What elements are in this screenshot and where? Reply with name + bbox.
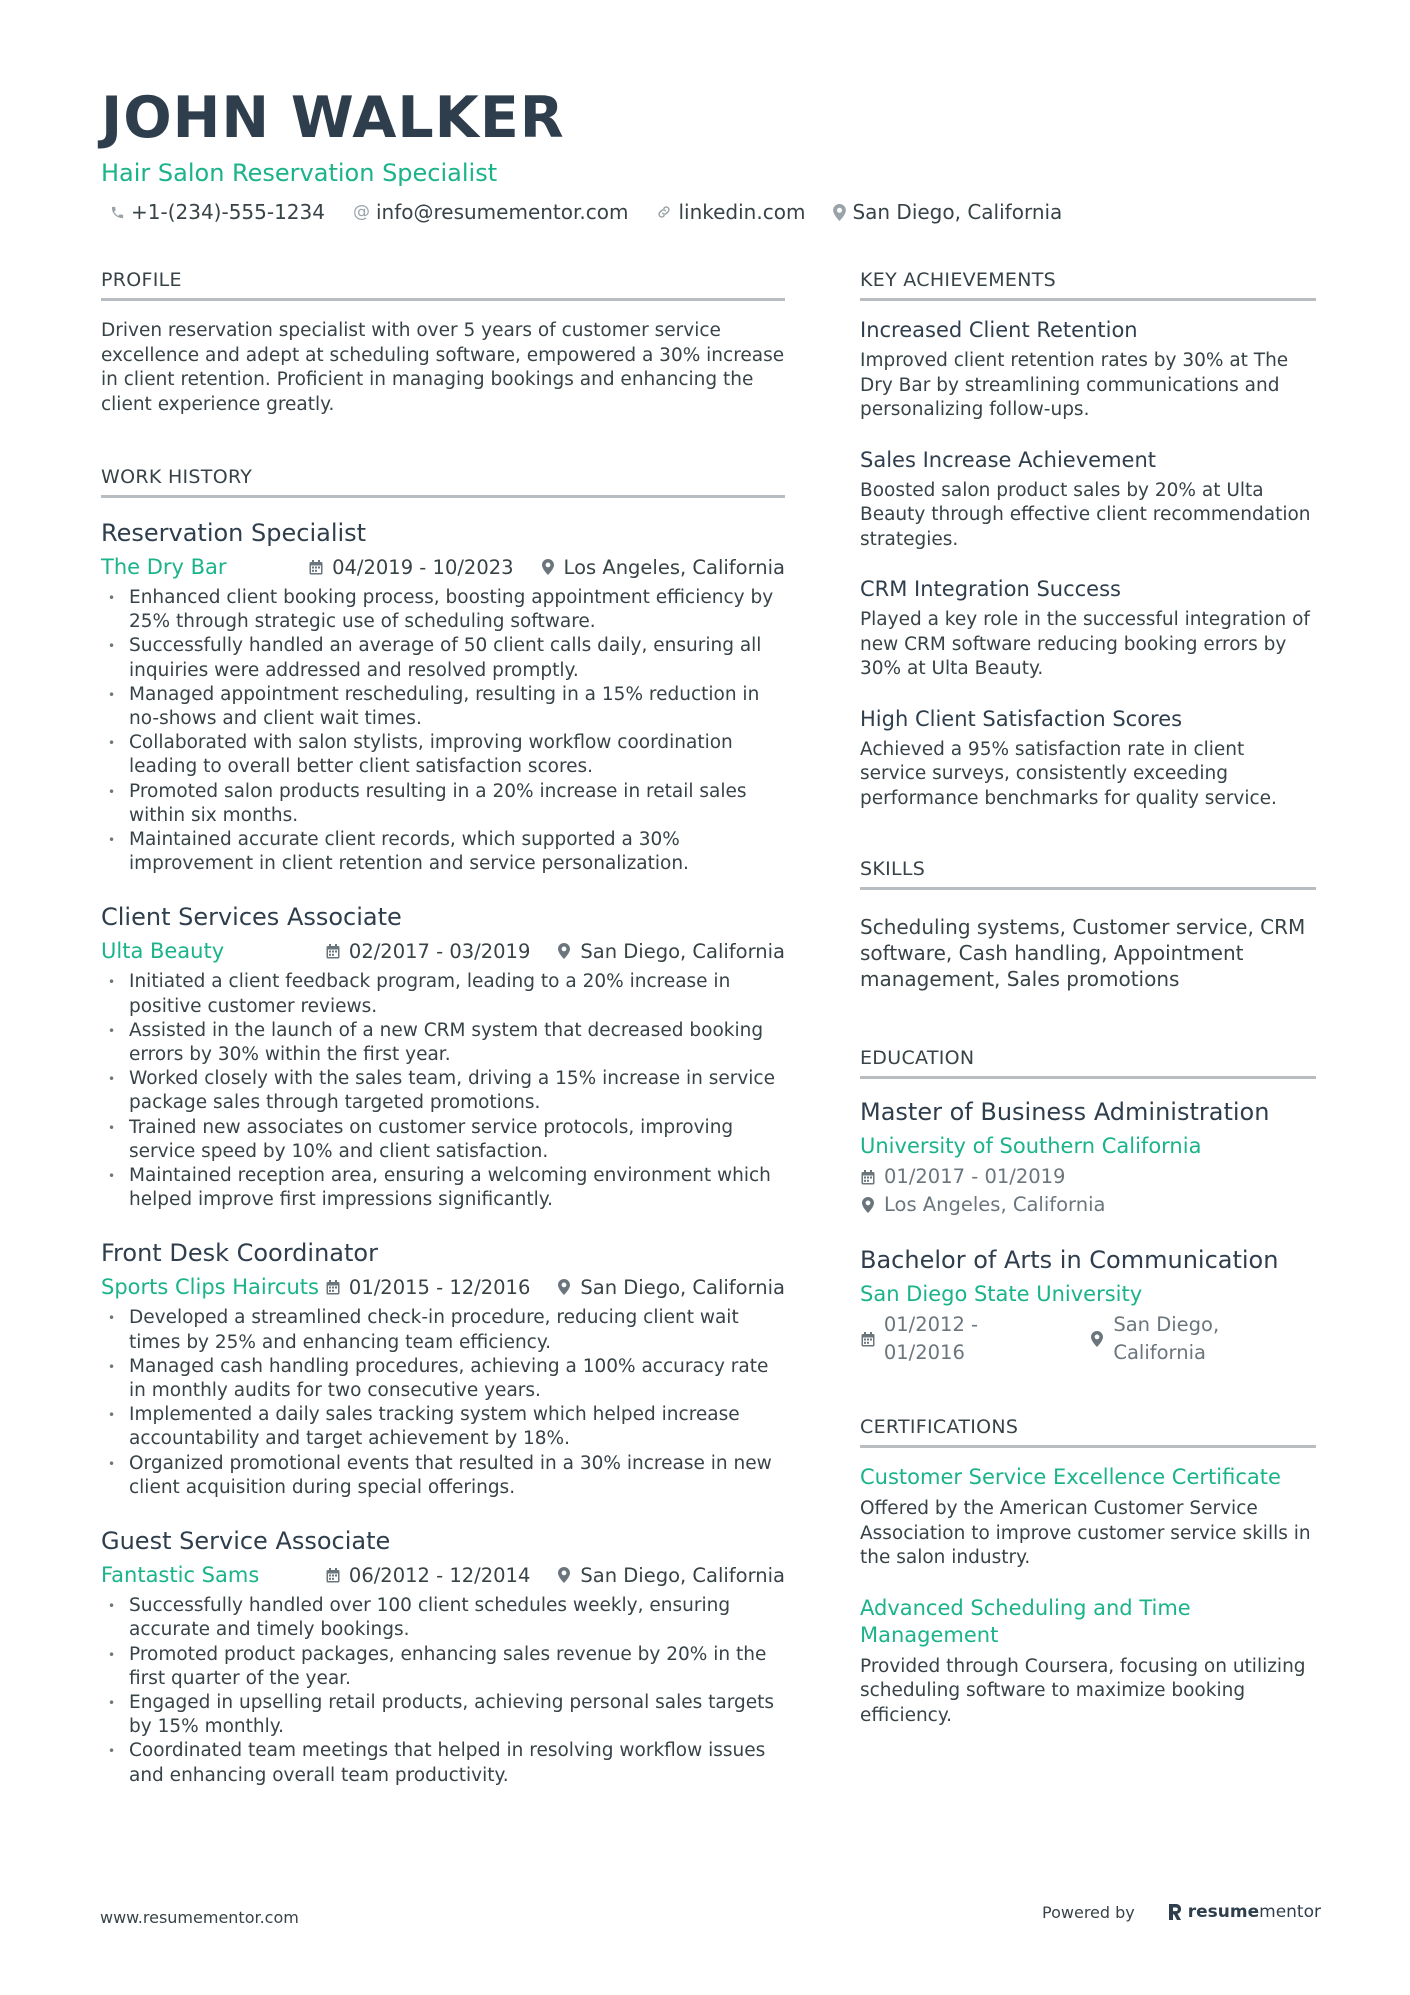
education-item: [860, 1243, 1316, 1367]
certification-item: [860, 1595, 1316, 1729]
education-degree: Bachelor of Arts in Communication: [860, 1246, 1279, 1274]
job-bullet: • Successfully handled an average of 50 client calls daily, ensuring all inquiries were addressed and resolved promptly.: [101, 634, 785, 682]
achievement-title: Sales Increase Achievement: [860, 447, 1156, 472]
job-dates: [325, 940, 530, 963]
calendar-icon: [860, 1169, 876, 1185]
email-link[interactable]: info@resumementor.com: [375, 200, 629, 224]
brand-word-resume: resume: [1187, 1902, 1260, 1922]
education-school: University of Southern California: [860, 1134, 1202, 1158]
job-bullets: [101, 1594, 785, 1788]
skills-heading: SKILLS: [860, 855, 1316, 890]
map-pin-icon: [556, 1567, 572, 1583]
education-location: [860, 1191, 1105, 1219]
certification-title: Advanced Scheduling and Time Management: [860, 1595, 1191, 1647]
job-bullets: [101, 1306, 785, 1500]
education-meta: [860, 1163, 1316, 1191]
job-dates: [325, 1276, 530, 1299]
job-bullet: • Promoted product packages, enhancing sales revenue by 20% in the first quarter of the year.: [101, 1643, 785, 1691]
education-dates-text: 01/2017 - 01/2019: [884, 1165, 1066, 1188]
map-pin-icon: [1090, 1331, 1106, 1347]
company-name: Ulta Beauty: [101, 939, 225, 964]
job-location: [556, 1564, 785, 1587]
contact-phone: [110, 200, 325, 224]
location-text: San Diego, California: [852, 200, 1063, 224]
achievement-item: [860, 704, 1316, 812]
calendar-icon: [325, 1567, 341, 1583]
education-meta: [860, 1191, 1316, 1219]
education-location-text: San Diego, California: [1113, 1313, 1220, 1364]
achievement-item: [860, 315, 1316, 423]
job-dates: [325, 1564, 530, 1587]
resume-header: [101, 84, 1321, 224]
education-degree: Master of Business Administration: [860, 1098, 1270, 1126]
job-bullet: • Implemented a daily sales tracking system which helped increase accountability and target achievement by 18%.: [101, 1403, 785, 1451]
job-bullet: • Developed a streamlined check-in procedure, reducing client wait times by 25% and enhancing team efficiency.: [101, 1306, 785, 1354]
map-pin-icon: [860, 1197, 876, 1213]
job-meta: [101, 1272, 785, 1302]
education-dates: [860, 1311, 1064, 1367]
calendar-icon: [325, 1279, 341, 1295]
job-bullet: • Enhanced client booking process, boosting appointment efficiency by 25% through strategic use of scheduling software.: [101, 586, 785, 634]
job-entry: [101, 1236, 785, 1500]
achievement-title: Increased Client Retention: [860, 318, 1138, 342]
job-dates-text: 01/2015 - 12/2016: [348, 1275, 531, 1299]
map-pin-icon: [556, 1279, 572, 1295]
map-pin-icon: [556, 943, 572, 959]
candidate-role: Hair Salon Reservation Specialist: [101, 159, 498, 187]
job-title: Reservation Specialist: [101, 519, 367, 547]
map-pin-icon: [540, 559, 556, 575]
job-title: Client Services Associate: [101, 903, 402, 932]
job-location: [556, 940, 785, 963]
job-location-text: San Diego, California: [580, 1275, 785, 1299]
achievement-item: [860, 574, 1316, 682]
achievement-item: [860, 445, 1316, 553]
certifications-heading: CERTIFICATIONS: [860, 1413, 1316, 1448]
work-history-heading: WORK HISTORY: [101, 463, 785, 498]
job-bullet: • Engaged in upselling retail products, achieving personal sales targets by 15% monthly.: [101, 1691, 785, 1739]
job-bullet: • Maintained accurate client records, which supported a 30% improvement in client retention and service personalization.: [101, 828, 785, 876]
education-location: [1090, 1311, 1316, 1367]
certification-list: [860, 1464, 1316, 1728]
phone-text[interactable]: +1-(234)-555-1234: [131, 200, 325, 224]
skills-list: Scheduling systems, Customer service, CRM software, Cash handling, Appointment management, Sales promotions: [860, 915, 1306, 991]
job-bullets: [101, 586, 785, 876]
phone-icon: [110, 205, 125, 220]
job-bullet: • Worked closely with the sales team, driving a 15% increase in service package sales through targeted promotions.: [101, 1067, 785, 1115]
job-meta-right: [308, 556, 785, 579]
job-dates-text: 06/2012 - 12/2014: [348, 1563, 531, 1587]
job-bullet: • Organized promotional events that resulted in a 30% increase in new client acquisition during special offerings.: [101, 1452, 785, 1500]
job-bullet: • Successfully handled over 100 client schedules weekly, ensuring accurate and timely bookings.: [101, 1594, 785, 1642]
resumementor-logo[interactable]: [1167, 1902, 1321, 1922]
job-entry: [101, 1524, 785, 1788]
education-school: San Diego State University: [860, 1282, 1143, 1306]
right-column: [860, 266, 1316, 1728]
job-location-text: Los Angeles, California: [563, 555, 785, 579]
job-bullet: • Initiated a client feedback program, leading to a 20% increase in positive customer reviews.: [101, 970, 785, 1018]
job-bullet: • Maintained reception area, ensuring a welcoming environment which helped improve first impressions significantly.: [101, 1164, 785, 1212]
job-bullet: • Managed cash handling procedures, achieving a 100% accuracy rate in monthly audits for two consecutive years.: [101, 1355, 785, 1403]
job-location-text: San Diego, California: [580, 939, 785, 963]
map-pin-icon: [833, 204, 846, 221]
job-meta: [101, 552, 785, 582]
powered-by-label: Powered by: [1042, 1902, 1135, 1922]
education-heading: EDUCATION: [860, 1044, 1316, 1079]
job-dates-text: 02/2017 - 03/2019: [348, 939, 531, 963]
education-list: [860, 1095, 1316, 1367]
job-bullet: • Promoted salon products resulting in a 20% increase in retail sales within six months.: [101, 780, 785, 828]
at-icon: @: [352, 202, 370, 222]
calendar-icon: [308, 559, 324, 575]
contact-location: [833, 200, 1062, 224]
certification-text: Provided through Coursera, focusing on utilizing scheduling software to maximize booking efficiency.: [860, 1655, 1306, 1726]
education-item: [860, 1095, 1316, 1219]
company-name: Fantastic Sams: [101, 1563, 260, 1588]
footer-branding: [1042, 1902, 1321, 1922]
achievements-heading: KEY ACHIEVEMENTS: [860, 266, 1316, 301]
calendar-icon: [860, 1331, 876, 1347]
education-location-text: Los Angeles, California: [884, 1193, 1106, 1216]
achievement-text: Boosted salon product sales by 20% at Ulta Beauty through effective client recommendation strategies.: [860, 479, 1311, 550]
certification-item: [860, 1464, 1316, 1571]
achievement-text: Achieved a 95% satisfaction rate in client service surveys, consistently exceeding performance benchmarks for quality service.: [860, 738, 1277, 809]
job-location: [540, 556, 785, 579]
job-entry: [101, 516, 785, 876]
brand-word-mentor: mentor: [1259, 1902, 1321, 1922]
link-icon: [656, 204, 672, 220]
achievement-title: CRM Integration Success: [860, 577, 1121, 601]
job-bullets: [101, 970, 785, 1212]
achievement-text: Played a key role in the successful integration of new CRM software reducing booking errors by 30% at Ulta Beauty.: [860, 609, 1310, 679]
achievement-title: High Client Satisfaction Scores: [860, 706, 1183, 731]
job-meta-right: [325, 1276, 785, 1299]
job-meta-right: [325, 940, 785, 963]
job-location: [556, 1276, 785, 1299]
job-meta-right: [325, 1564, 785, 1587]
achievement-text: Improved client retention rates by 30% at The Dry Bar by streamlining communications and personalizing follow-ups.: [860, 350, 1289, 420]
job-bullet: • Trained new associates on customer service protocols, improving service speed by 10% and client satisfaction.: [101, 1116, 785, 1164]
company-name: The Dry Bar: [101, 555, 227, 579]
education-dates: [860, 1163, 1065, 1191]
job-bullet: • Coordinated team meetings that helped in resolving workflow issues and enhancing overall team productivity.: [101, 1739, 785, 1787]
contact-bar: [110, 200, 1321, 224]
job-title: Front Desk Coordinator: [101, 1239, 378, 1268]
job-title: Guest Service Associate: [101, 1527, 391, 1556]
achievement-list: [860, 315, 1316, 811]
resumementor-mark-icon: [1167, 1902, 1183, 1922]
company-name: Sports Clips Haircuts: [101, 1275, 319, 1300]
job-bullet: • Collaborated with salon stylists, improving workflow coordination leading to overall better client satisfaction scores.: [101, 731, 785, 779]
job-meta: [101, 1560, 785, 1590]
job-dates-text: 04/2019 - 10/2023: [332, 555, 514, 579]
contact-email: [353, 200, 628, 224]
job-list: [101, 516, 785, 1788]
certification-title: Customer Service Excellence Certificate: [860, 1465, 1281, 1489]
job-bullet: • Assisted in the launch of a new CRM system that decreased booking errors by 30% within the first year.: [101, 1019, 785, 1067]
calendar-icon: [325, 943, 341, 959]
job-location-text: San Diego, California: [580, 1563, 785, 1587]
job-bullet: • Managed appointment rescheduling, resulting in a 15% reduction in no-shows and client wait times.: [101, 683, 785, 731]
job-dates: [308, 556, 513, 579]
job-entry: [101, 900, 785, 1212]
candidate-name: JOHN WALKER: [101, 85, 565, 151]
linkedin-link[interactable]: linkedin.com: [678, 200, 806, 224]
profile-heading: PROFILE: [101, 266, 785, 301]
education-meta: [860, 1311, 1316, 1367]
left-column: [101, 266, 785, 1788]
footer-website[interactable]: www.resumementor.com: [100, 1908, 299, 1927]
certification-text: Offered by the American Customer Service Association to improve customer service skills in the salon industry.: [860, 1498, 1311, 1568]
job-meta: [101, 936, 785, 966]
profile-summary: Driven reservation specialist with over 5 years of customer service excellence and adept at scheduling software, empowered a 30% increase in client retention. Proficient in managing bookings and enhancing the client experience greatly.: [101, 320, 785, 415]
education-dates-text: 01/2012 - 01/2016: [883, 1313, 979, 1364]
contact-linkedin: [656, 200, 805, 224]
